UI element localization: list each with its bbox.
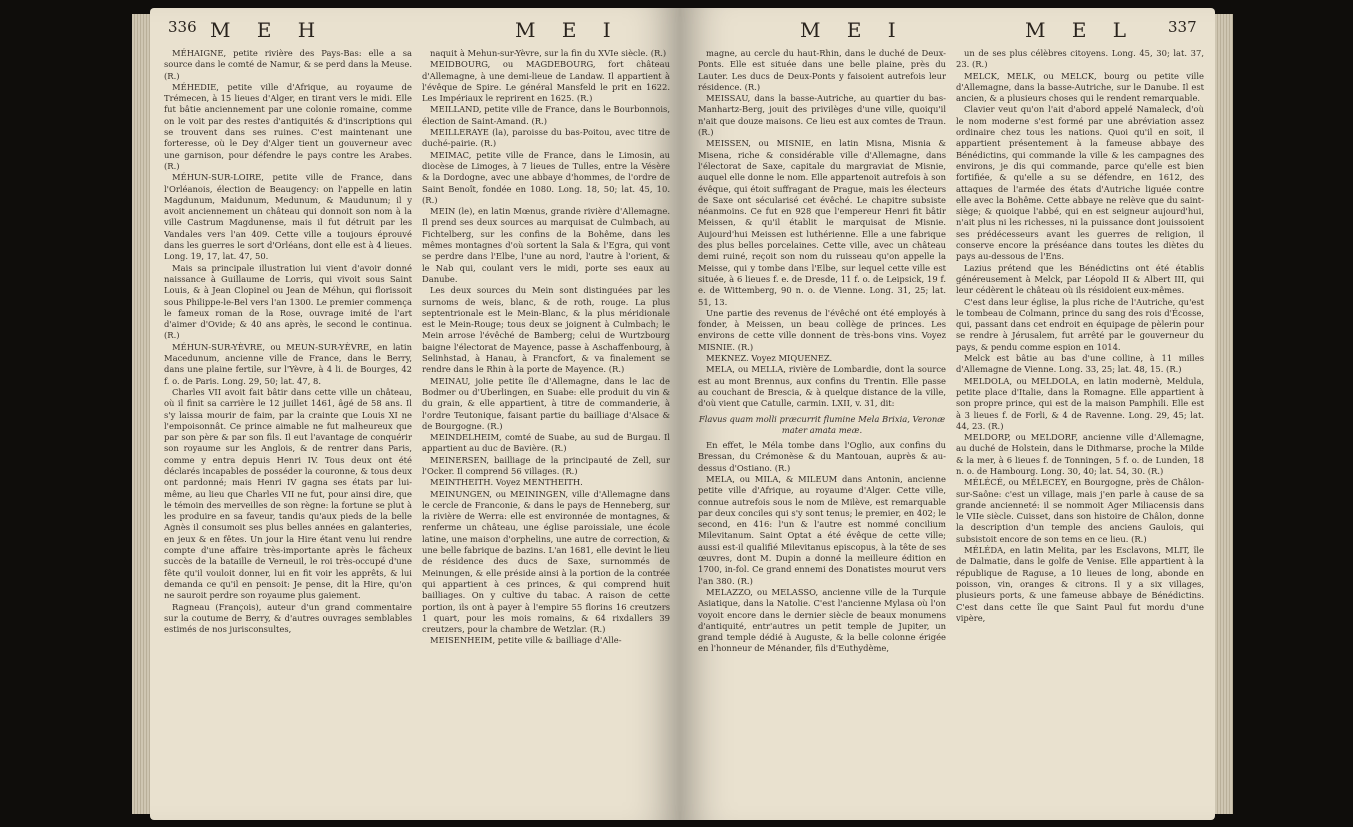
- paragraph: MELDOLA, ou MELDOLA, en latin modernè, Meldula, petite place d'Italie, dans la Romagne. Elle appartient à son propre prince, qui est de la maison Pamphili. Elle est à 3 lieues f. de Forli, & 4 de Ravenne. Long. 29, 45; lat. 44, 23. (R.): [956, 375, 1204, 431]
- paragraph: MELA, ou MELLA, rivière de Lombardie, dont la source est au mont Brennus, aux confins du Trentin. Elle passe au couchant de Brescia, & à quelque distance de la ville, d'où vient que Catulle, carmin. LXII, v. 31, dit:: [698, 364, 946, 409]
- paragraph: MEISENHEIM, petite ville & bailliage d'Alle-: [430, 635, 622, 646]
- paragraph: MEINERSEN, bailliage de la principauté de Zell, sur l'Ocker. Il comprend 56 villages. (R.): [422, 454, 670, 476]
- text-column-2: [956, 48, 1204, 816]
- paragraph: MÉHUN-SUR-YÈVRE, ou MEUN-SUR-YÈVRE, en latin Macedunum, ancienne ville de France, dans le Berry, dans une plaine fertile, sur l'Yèvre, à 4 li. de Bourges, 42 f. o. de Paris. Long. 29, 50; lat. 47, 8.: [164, 341, 412, 386]
- paragraph: un de ses plus célèbres citoyens. Long. 45, 30; lat. 37, 23. (R.): [956, 48, 1204, 70]
- running-header-right: M E L: [1025, 18, 1137, 42]
- running-header-left: M E H: [210, 18, 326, 42]
- paragraph: magne, au cercle du haut-Rhin, dans le duché de Deux-Ponts. Elle est située dans une belle plaine, près du Lauter. Les ducs de Deux-Ponts y faisoient autrefois leur résidence. (R.): [698, 48, 946, 92]
- paragraph: MELAZZO, ou MELASSO, ancienne ville de la Turquie Asiatique, dans la Natolie. C'est l'ancienne Mylasa où l'on voyoit encore dans le dernier siècle de beaux monumens d'antiquité, entr'autres un petit temple de Jupiter, un grand temple dédié à Auguste, & la belle colonne érigée en l'honneur de Ménander, fils d'Euthydème,: [698, 586, 946, 654]
- running-header-right: M E I: [515, 18, 621, 42]
- text-column-1: [164, 48, 412, 816]
- paragraph: MELCK, MELK, ou MELCK, bourg ou petite ville d'Allemagne, dans la basse-Autriche, sur le Danube. Il est ancien, & a plusieurs choses qui le rendent remarquable.: [956, 70, 1204, 104]
- paragraph: MEKNEZ. Voyez MIQUENEZ.: [706, 353, 833, 364]
- paragraph: MELDORP, ou MELDORF, ancienne ville d'Allemagne, au duché de Holstein, dans le Dithmarse, proche la Milde & la mer, à 6 lieues f. de Tonningen, 5 f. o. de Lunden, 18 n. o. de Hambourg. Long. 30, 40; lat. 54, 30. (R.): [956, 432, 1204, 476]
- text-column-2: [422, 48, 670, 816]
- paragraph: MEINAU, jolie petite île d'Allemagne, dans le lac de Bodmer ou d'Uberlingen, en Suabe: elle produit du vin & du grain, & elle appartient, à titre de commanderie, à l'ordre Teutonique, faisant partie du bailliage d'Alsace & de Bourgogne. (R.): [422, 375, 670, 431]
- paragraph: MÉLÉDA, en latin Melita, par les Esclavons, MLIT, île de Dalmatie, dans le golfe de Venise. Elle appartient à la république de Raguse, a 10 lieues de long, abonde en poisson, vin, oranges & citrons. Il y a six villages, plusieurs ports, & une fameuse abbaye de Bénédictins. C'est dans cette île que Saint Paul fut mordu d'une vipère,: [956, 545, 1204, 623]
- paragraph: MÉHUN-SUR-LOIRE, petite ville de France, dans l'Orléanois, élection de Beaugency: on l'appelle en latin Magdunum, Maidunum, Medunum, & Maudunum; il y avoit anciennement un château qui donnoit son nom à la ville Castrum Magdunense, mais il fut détruit par les Vandales vers l'an 409. Cette ville a toujours éprouvé dans les guerres le sort d'Orléans, dont elle est à 4 lieues. Long. 19, 17, lat. 47, 50.: [164, 172, 412, 262]
- paragraph: Charles VII avoit fait bâtir dans cette ville un château, où il finit sa carrière le 12 juillet 1461, âgé de 58 ans. Il s'y laissa mourir de faim, par la crainte que Louis XI ne l'empoisonnât. Ce prince aimable ne fut malheureux que par son père & par son fils. Il eut l'avantage de conquérir son royaume sur les Anglois, & de rentrer dans Paris, comme y entra depuis Henri IV. Tous deux ont été déclarés incapables de posséder la couronne, & tous deux ont pardonné; mais Henri IV gagna ses états par lui-même, au lieu que Charles VII ne fut, pour ainsi dire, que le témoin des merveilles de son règne: la fortune se plut à les produire en sa faveur, tandis qu'aux pieds de la belle Agnès il consumoit ses plus belles années en galanteries, en jeux & en fêtes. Un jour la Hire étant venu lui rendre compte d'une affaire très-importante après le fâcheux succès de la bataille de Verneuil, le roi très-occupé d'une fête qu'il vouloit donner, lui en fit voir les apprêts, & lui demanda ce qu'il en pensoit: Je pense, dit la Hire, qu'on ne sauroit perdre son royaume plus gaiement.: [164, 386, 412, 601]
- page-number: 337: [1168, 18, 1197, 36]
- paragraph: MEIDBOURG, ou MAGDEBOURG, fort château d'Allemagne, à une demi-lieue de Landaw. Il appartient à l'évêque de Spire. Le général Mansfeld le prit en 1622. Les Impériaux le reprirent en 1625. (R.): [422, 59, 670, 104]
- paragraph: MEISSEN, ou MISNIE, en latin Misna, Misnia & Misena, riche & considérable ville d'Allemagne, dans l'électorat de Saxe, capitale du margraviat de Misnie, auquel elle donne le nom. Elle appartenoit autrefois à son évêque, qui étoit suffragant de Prague, mais les électeurs de Saxe ont sécularisé cet évêché. Le chapitre subsiste néanmoins. Ce fut en 928 que l'empereur Henri fit bâtir Meissen, & qu'il établit le marquisat de Misnie. Aujourd'hui Meissen est luthérienne. Elle a une fabrique des plus belles porcelaines. Cette ville, avec un château demi ruiné, reçoit son nom du ruisseau qu'on appelle la Meisse, qui y tombe dans l'Elbe, sur lequel cette ville est située, à 6 lieues f. e. de Dresde, 11 f. o. de Leipsick, 19 f. e. de Wittemberg, 90 n. o. de Vienne. Long. 31, 25; lat. 51, 13.: [698, 138, 946, 307]
- paragraph: naquit à Mehun-sur-Yèvre, sur la fin du XVIe siècle. (R.): [430, 48, 667, 58]
- left-page: [150, 8, 680, 820]
- running-header-left: M E I: [800, 18, 906, 42]
- paragraph: MEIN (le), en latin Mœnus, grande rivière d'Allemagne. Il prend ses deux sources au marquisat de Culmbach, au Fichtelberg, sur les confins de la Bohême, dans les mêmes montagnes d'où sortent la Sala & l'Egra, qui vont se perdre dans l'Elbe, l'une au nord, l'autre à l'orient, & le Nab qui, coulant vers le midi, porte ses eaux au Danube.: [422, 206, 670, 284]
- paragraph: Flavus quam molli præcurrit flumine Mela Brixia, Veronæ mater amata meæ.: [698, 413, 946, 435]
- paragraph: Ragneau (François), auteur d'un grand commentaire sur la coutume de Berry, & d'autres ouvrages semblables estimés de nos jurisconsultes,: [164, 601, 412, 635]
- paragraph: MEISSAU, dans la basse-Autriche, au quartier du bas-Manhartz-Berg, jouit des privilèges d'une ville, quoiqu'il n'ait que douze maisons. Ce lieu est aux comtes de Traun. (R.): [698, 93, 946, 138]
- page-number: 336: [168, 18, 197, 36]
- paragraph: En effet, le Méla tombe dans l'Oglio, aux confins du Bressan, du Crémonèse & du Mantouan, auprès & au-dessus d'Ostiano. (R.): [698, 440, 946, 473]
- paragraph: C'est dans leur église, la plus riche de l'Autriche, qu'est le tombeau de Colmann, prince du sang des rois d'Écosse, qui, passant dans cet endroit en équipage de pèlerin pour se rendre à Jérusalem, fut arrêté par le gouverneur du pays, & pendu comme espion en 1014.: [956, 296, 1204, 352]
- paragraph: MÉLÉCÉ, ou MÉLECEY, en Bourgogne, près de Châlon-sur-Saône: c'est un village, mais j'en parle à cause de sa grande ancienneté: il se nommoit Ager Miliacensis dans le VIIe siècle. Cuisset, dans son histoire de Châlon, donne la description d'un temple des anciens Gaulois, qui subsistoit encore de son tems en ce lieu. (R.): [956, 477, 1204, 544]
- paragraph: Melck est bâtie au bas d'une colline, à 11 milles d'Allemagne de Vienne. Long. 33, 25; lat. 48, 15. (R.): [956, 353, 1204, 375]
- paragraph: MEILLAND, petite ville de France, dans le Bourbonnois, élection de Saint-Amand. (R.): [422, 104, 670, 126]
- page-edges-right: [1215, 14, 1233, 814]
- paragraph: MEINDELHEIM, comté de Suabe, au sud de Burgau. Il appartient au duc de Bavière. (R.): [422, 432, 670, 454]
- paragraph: Clavier veut qu'on l'ait d'abord appelé Namaleck, d'où le nom moderne s'est formé par une abréviation assez ordinaire chez tous les nations. Quoi qu'il en soit, il appartient présentement à la fameuse abbaye des Bénédictins, qui commande la ville & les campagnes des environs, je dis qui commande, parce qu'elle est bien fortifiée, & qu'elle a su se défendre, en 1612, des attaques de l'armée des états d'Autriche liguée contre elle avec la Bohême. Cette abbaye ne relève que du saint-siège; & quoique l'abbé, qui en est seigneur aujourd'hui, n'ait plus ni les richesses, ni la puissance dont jouissoient ses prédécesseurs avant les guerres de religion, il conserve encore la préséance dans toutes les diètes du pays au-dessous de l'Ens.: [956, 104, 1204, 262]
- paragraph: MEIMAC, petite ville de France, dans le Limosin, au diocèse de Limoges, à 7 lieues de Tulles, entre la Vésère & la Dordogne, avec une abbaye d'hommes, de l'ordre de Saint Benoît, fondée en 1080. Long. 18, 50; lat. 45, 10. (R.): [422, 149, 670, 205]
- paragraph: MELA, ou MILA, & MILEUM dans Antonin, ancienne petite ville d'Afrique, au royaume d'Alger. Cette ville, connue autrefois sous le nom de Milève, est remarquable par deux conciles qui s'y sont tenus; le premier, en 402; le second, en 416: l'un & l'autre est nommé concilium Milevitanum. Saint Optat a été évêque de cette ville; aussi est-il qualifié Milevitanus episcopus, à la tête de ses œuvres, dont M. Dupin a donné la meilleure édition en 1700, in-fol. Ce grand ennemi des Donatistes mourut vers l'an 380. (R.): [698, 473, 946, 586]
- paragraph: Lazius prétend que les Bénédictins ont été établis généreusement à Melck, par Léopold II & Albert III, qui leur cédèrent le château où ils résidoient eux-mêmes.: [956, 262, 1204, 296]
- paragraph: Une partie des revenus de l'évêché ont été employés à fonder, à Meissen, un beau collège de princes. Les environs de cette ville donnent de très-bons vins. Voyez MISNIE. (R.): [698, 307, 946, 352]
- right-page: [680, 8, 1215, 820]
- paragraph: MEINTHEITH. Voyez MENTHEITH.: [430, 477, 583, 488]
- paragraph: Mais sa principale illustration lui vient d'avoir donné naissance à Guillaume de Lorris, qui vivoit sous Saint Louis, & à Jean Clopinel ou Jean de Méhun, qui florissoit sous Philippe-le-Bel vers l'an 1300. Le premier commença le fameux roman de la Rose, ouvrage imité de l'art d'aimer d'Ovide; & 40 ans après, le second le continua. (R.): [164, 262, 412, 341]
- paragraph: MÉHAIGNE, petite rivière des Pays-Bas: elle a sa source dans le comté de Namur, & se perd dans la Meuse. (R.): [164, 48, 412, 81]
- page-edges-left: [132, 14, 150, 814]
- paragraph: Les deux sources du Mein sont distinguées par les surnoms de weis, blanc, & de roth, rouge. La plus septentrionale est le Mein-Blanc, & la plus méridionale est le Mein-Rouge; tous deux se joignent à Culmbach; le Mein arrose l'évêché de Bamberg; celui de Wurtzbourg baigne l'électorat de Mayence, passe à Aschaffenbourg, à Selinhstad, à Hanau, à Francfort, & va finalement se rendre dans le Rhin à la porte de Mayence. (R.): [422, 285, 670, 375]
- text-column-1: [698, 48, 946, 816]
- paragraph: MÉHEDIE, petite ville d'Afrique, au royaume de Trémecen, à 15 lieues d'Alger, en tirant vers le midi. Elle fut bâtie anciennement par une colonie romaine, comme on le voit par des restes d'antiquités & d'inscriptions qui se trouvent dans ses ruines. C'est maintenant une forteresse, où le Dey d'Alger tient un gouverneur avec une garnison, pour défendre le pays contre les Arabes. (R.): [164, 81, 412, 171]
- paragraph: MEINUNGEN, ou MEININGEN, ville d'Allemagne dans le cercle de Franconie, & dans le pays de Henneberg, sur la rivière de Werra: elle est environnée de montagnes, & renferme un château, une église paroissiale, une école latine, une maison d'orphelins, une autre de correction, & une belle fabrique de bazins. L'an 1681, elle devint le lieu de résidence des ducs de Saxe, surnommés de Meinungen, & elle préside ainsi à la portion de la contrée qui appartient à ces princes, & qui comprend huit bailliages. On y cultive du tabac. A raison de cette portion, ils ont à payer à l'empire 55 florins 16 creutzers 1 quart, pour les mois romains, & 64 rixdallers 39 creutzers, pour la chambre de Wetzlar. (R.): [422, 488, 670, 635]
- paragraph: MEILLERAYE (la), paroisse du bas-Poitou, avec titre de duché-pairie. (R.): [422, 127, 670, 149]
